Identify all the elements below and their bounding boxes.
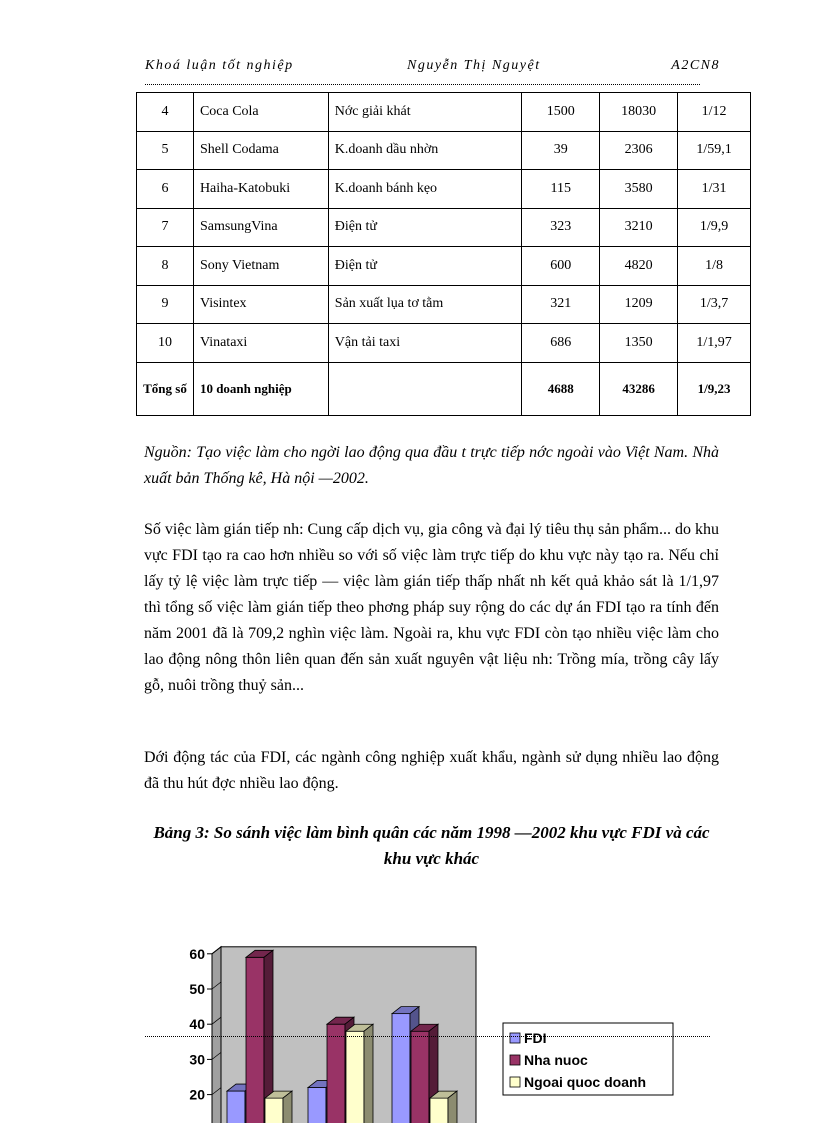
table-cell: Sản xuất lụa tơ tằm <box>328 285 522 324</box>
table-cell: Vinataxi <box>193 324 328 363</box>
y-tick-label: 40 <box>189 1016 205 1033</box>
table-cell: 1/12 <box>678 93 751 132</box>
chart-side-wall <box>212 947 221 1123</box>
bar-front <box>392 1014 410 1123</box>
total-count-cell: 10 doanh nghiệp <box>193 362 328 415</box>
table-cell: Điện tử <box>328 247 522 286</box>
table-cell: 1/3,7 <box>678 285 751 324</box>
employment-bar-chart <box>170 915 690 1123</box>
bar-front <box>308 1088 326 1123</box>
table-cell: 2306 <box>600 131 678 170</box>
table-cell: 1500 <box>522 93 600 132</box>
body-paragraph-2: Dới động tác của FDI, các ngành công nghiệp xuất khẩu, ngành sử dụng nhiều lao động đã thu hút đợc nhiều lao động. <box>144 749 719 792</box>
table-cell: SamsungVina <box>193 208 328 247</box>
table-row <box>137 131 751 170</box>
table-cell: 1/8 <box>678 247 751 286</box>
table-row <box>137 285 751 324</box>
table-cell: 1350 <box>600 324 678 363</box>
table-row <box>137 324 751 363</box>
table-cell: 686 <box>522 324 600 363</box>
bar-front <box>227 1091 245 1123</box>
table-cell: 1/59,1 <box>678 131 751 170</box>
y-tick-label: 20 <box>189 1086 205 1103</box>
table-cell: 4 <box>137 93 194 132</box>
total-empty-cell <box>328 362 522 415</box>
total-label-cell: Tổng số <box>137 362 194 415</box>
bar-side <box>364 1024 373 1123</box>
y-tick-label: 30 <box>189 1051 205 1068</box>
table-cell: K.doanh bánh kẹo <box>328 170 522 209</box>
bar-front <box>346 1031 364 1123</box>
table-cell: 9 <box>137 285 194 324</box>
employment-table <box>136 92 751 416</box>
table-cell: 321 <box>522 285 600 324</box>
table-cell: 3210 <box>600 208 678 247</box>
total-indirect-cell: 43286 <box>600 362 678 415</box>
table-cell: K.doanh dầu nhờn <box>328 131 522 170</box>
legend-label: Nha nuoc <box>524 1052 588 1068</box>
table-cell: Vận tải taxi <box>328 324 522 363</box>
legend-swatch <box>510 1033 520 1043</box>
table-cell: 18030 <box>600 93 678 132</box>
table-cell: 7 <box>137 208 194 247</box>
header-right: A2CN8 <box>671 58 720 73</box>
header-middle: Nguyễn Thị Nguyệt <box>407 58 541 73</box>
table-row <box>137 93 751 132</box>
table-cell: 1/1,97 <box>678 324 751 363</box>
legend-label: FDI <box>524 1030 547 1046</box>
bar-front <box>246 957 264 1123</box>
source-note: Nguồn: Tạo việc làm cho ngời lao động qua đầu t trực tiếp nớc ngoài vào Việt Nam. Nhà xuất bản Thống kê, Hà nội —2002. <box>144 444 719 487</box>
bar-front <box>327 1024 345 1123</box>
dotted-rule <box>145 1036 710 1037</box>
table-cell: 600 <box>522 247 600 286</box>
table-cell: 8 <box>137 247 194 286</box>
legend-swatch <box>510 1055 520 1065</box>
table-cell: Coca Cola <box>193 93 328 132</box>
bar-front <box>411 1031 429 1123</box>
body-paragraph-1: Số việc làm gián tiếp nh: Cung cấp dịch vụ, gia công và đại lý tiêu thụ sản phẩm... do khu vực FDI tạo ra cao hơn nhiều so với số việc làm trực tiếp do khu vực này tạo ra. Nếu chỉ lấy tỷ lệ việc làm trực tiếp — việc làm gián tiếp thấp nhất nh kết quả khảo sát là 1/1,97 thì tổng số việc làm gián tiếp theo phơng pháp suy rộng do các dự án FDI tạo ra tính đến năm 2001 đã là 709,2 nghìn việc làm. Ngoài ra, khu vực FDI còn tạo nhiều việc làm cho lao động nông thôn liên quan đến sản xuất nguyên vật liệu nh: Trồng mía, trồng cây lấy gỗ, nuôi trồng thuỷ sản... <box>144 521 719 694</box>
table-cell: 3580 <box>600 170 678 209</box>
table-cell: 1209 <box>600 285 678 324</box>
total-direct-cell: 4688 <box>522 362 600 415</box>
table-cell: Sony Vietnam <box>193 247 328 286</box>
table-cell: 10 <box>137 324 194 363</box>
table-caption: Bảng 3: So sánh việc làm bình quân các năm 1998 —2002 khu vực FDI và các khu vực khác <box>153 823 710 868</box>
table-cell: 323 <box>522 208 600 247</box>
table-cell: Nớc giải khát <box>328 93 522 132</box>
table-cell: 115 <box>522 170 600 209</box>
table-cell: Điện tử <box>328 208 522 247</box>
table-cell: 1/31 <box>678 170 751 209</box>
header-left: Khoá luận tốt nghiệp <box>145 58 294 73</box>
legend-swatch <box>510 1077 520 1087</box>
table-cell: Visintex <box>193 285 328 324</box>
table-row <box>137 247 751 286</box>
legend-label: Ngoai quoc doanh <box>524 1074 647 1090</box>
table-row <box>137 170 751 209</box>
table-cell: 4820 <box>600 247 678 286</box>
table-total-row <box>137 362 751 415</box>
y-tick-label: 60 <box>189 945 205 962</box>
bar-front <box>430 1098 448 1123</box>
table-cell: 1/9,9 <box>678 208 751 247</box>
bar-front <box>265 1098 283 1123</box>
table-cell: Shell Codama <box>193 131 328 170</box>
table-cell: 5 <box>137 131 194 170</box>
table-row <box>137 208 751 247</box>
total-ratio-cell: 1/9,23 <box>678 362 751 415</box>
table-cell: Haiha-Katobuki <box>193 170 328 209</box>
header-rule <box>145 84 700 85</box>
page-header <box>145 58 720 78</box>
table-cell: 6 <box>137 170 194 209</box>
table-cell: 39 <box>522 131 600 170</box>
y-tick-label: 50 <box>189 981 205 997</box>
